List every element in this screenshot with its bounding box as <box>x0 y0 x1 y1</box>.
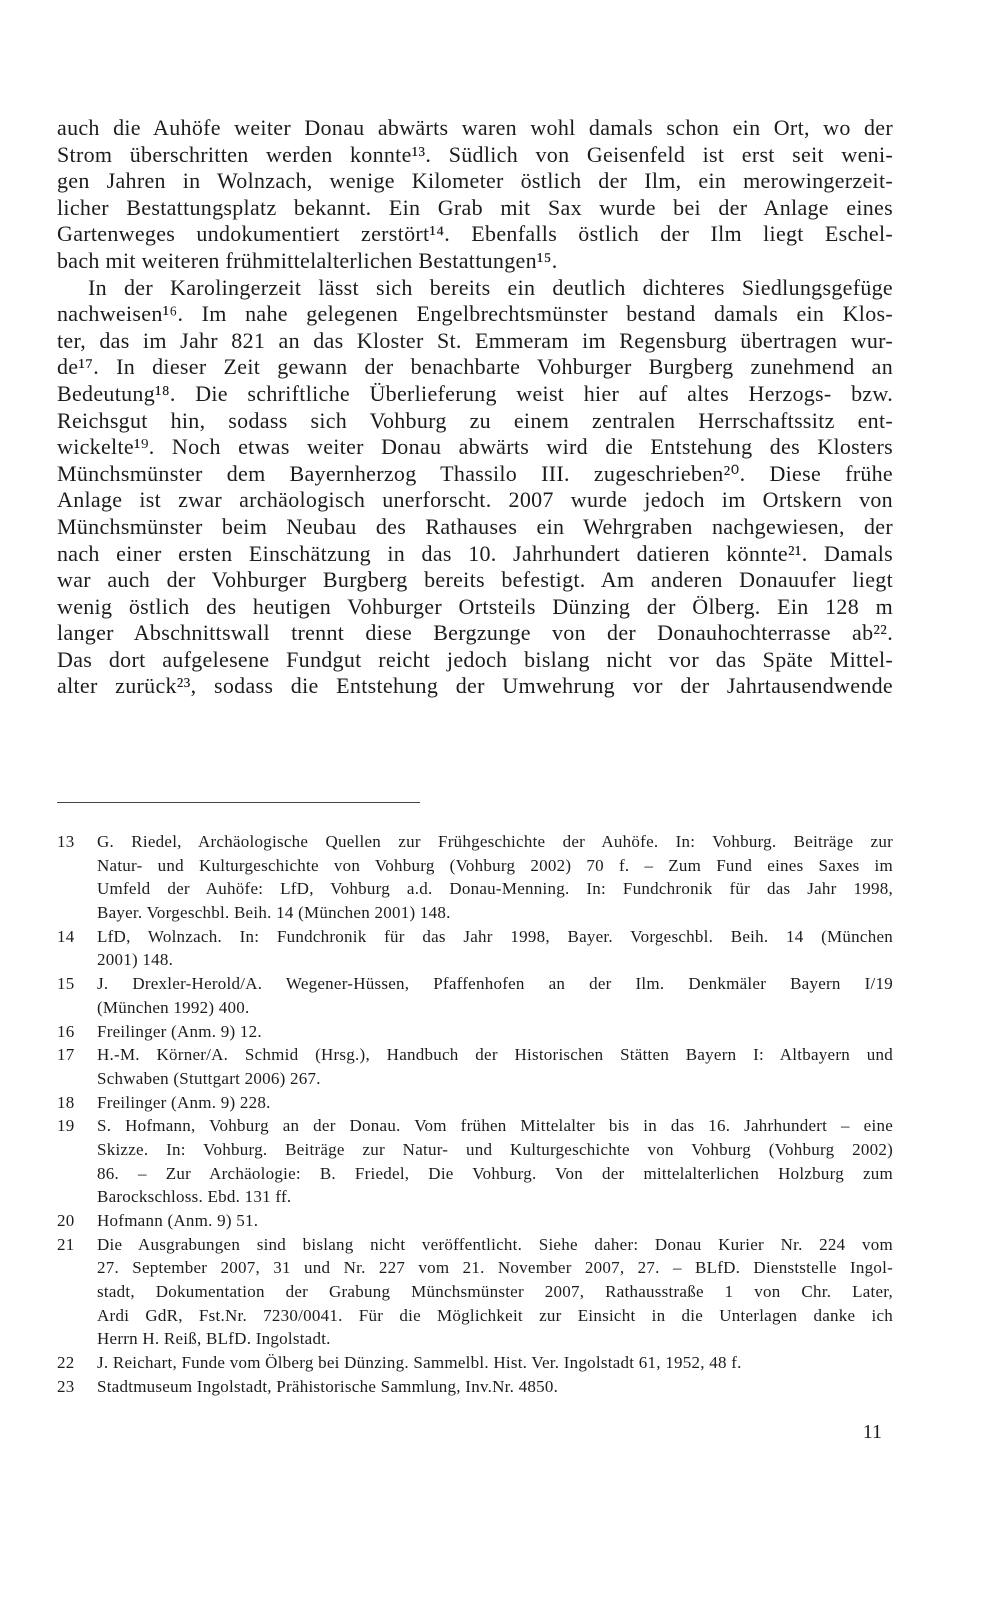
text-line: alter zurück²³, sodass die Entstehung der Umwehrung vor der Jahrtausendwende <box>57 673 893 699</box>
footnote-number: 18 <box>57 1092 75 1112</box>
footnote-separator <box>57 802 420 803</box>
footnote-line: 27. September 2007, 31 und Nr. 227 vom 21. November 2007, 27. – BLfD. Dienststelle Ingol- <box>97 1258 893 1278</box>
footnote <box>57 1233 893 1351</box>
text-line: Strom überschritten werden konnte¹³. Südlich von Geisenfeld ist erst seit weni- <box>57 141 893 167</box>
footnote-line: Natur- und Kulturgeschichte von Vohburg (Vohburg 2002) 70 f. – Zum Fund eines Saxes im <box>97 855 893 875</box>
footnote-line: G. Riedel, Archäologische Quellen zur Frühgeschichte der Auhöfe. In: Vohburg. Beiträge zur <box>97 832 893 851</box>
text-line: wickelte¹⁹. Noch etwas weiter Donau abwärts wird die Entstehung des Klosters <box>57 434 893 460</box>
text-line: ter, das im Jahr 821 an das Kloster St. Emmeram im Regensburg übertragen wur- <box>57 327 893 353</box>
footnote-line: J. Reichart, Funde vom Ölberg bei Dünzing. Sammelbl. Hist. Ver. Ingolstadt 61, 1952, 48 f. <box>97 1353 742 1373</box>
page-number: 11 <box>862 1421 882 1443</box>
footnote <box>57 972 893 1019</box>
footnote-number: 22 <box>57 1353 75 1373</box>
footnote-text <box>97 1351 893 1375</box>
footnote <box>57 1114 893 1209</box>
footnote-line: Umfeld der Auhöfe: LfD, Vohburg a.d. Donau-Menning. In: Fundchronik für das Jahr 1998, <box>97 879 893 899</box>
footnote-number: 16 <box>57 1021 75 1041</box>
footnote-line: Freilinger (Anm. 9) 228. <box>97 1092 271 1112</box>
footnote <box>57 1209 893 1233</box>
text-line: nachweisen¹⁶. Im nahe gelegenen Engelbrechtsmünster bestand damals ein Klos- <box>57 301 893 327</box>
text-line: Gartenweges undokumentiert zerstört¹⁴. Ebenfalls östlich der Ilm liegt Eschel- <box>57 221 893 247</box>
text-line: Das dort aufgelesene Fundgut reicht jedoch bislang nicht vor das Späte Mittel- <box>57 646 893 672</box>
text-line: licher Bestattungsplatz bekannt. Ein Grab mit Sax wurde bei der Anlage eines <box>57 194 893 220</box>
footnote-number: 23 <box>57 1376 75 1396</box>
footnote-text <box>97 925 893 972</box>
footnote <box>57 1020 893 1044</box>
footnote <box>57 1375 893 1399</box>
footnote-line: Ardi GdR, Fst.Nr. 7230/0041. Für die Möglichkeit zur Einsicht in die Unterlagen danke ich <box>97 1305 893 1325</box>
footnote-line: H.-M. Körner/A. Schmid (Hrsg.), Handbuch der Historischen Stätten Bayern I: Altbayern und <box>97 1045 893 1065</box>
footnote-text <box>97 1091 893 1115</box>
footnote-text <box>97 1114 893 1209</box>
footnote-text <box>97 1233 893 1351</box>
text-line: Münchsmünster dem Bayernherzog Thassilo III. zugeschrieben²⁰. Diese frühe <box>57 460 893 486</box>
footnote <box>57 1351 893 1375</box>
footnote-line: Bayer. Vorgeschbl. Beih. 14 (München 2001) 148. <box>97 903 451 923</box>
footnote-number: 13 <box>57 832 75 851</box>
text-line: Bedeutung¹⁸. Die schriftliche Überlieferung weist hier auf altes Herzogs- bzw. <box>57 380 893 406</box>
text-line: langer Abschnittswall trennt diese Bergzunge von der Donauhochterrasse ab²². <box>57 620 893 646</box>
footnote-line: Freilinger (Anm. 9) 12. <box>97 1021 262 1041</box>
footnote-number: 14 <box>57 926 75 946</box>
footnote-text <box>97 1020 893 1044</box>
footnotes <box>57 830 893 1399</box>
footnote-number: 19 <box>57 1116 75 1136</box>
footnote-line: LfD, Wolnzach. In: Fundchronik für das Jahr 1998, Bayer. Vorgeschbl. Beih. 14 (München <box>97 926 893 946</box>
main-text <box>57 115 893 700</box>
footnote <box>57 1091 893 1115</box>
text-line: wenig östlich des heutigen Vohburger Ortsteils Dünzing der Ölberg. Ein 128 m <box>57 593 893 619</box>
text-line: Anlage ist zwar archäologisch unerforscht. 2007 wurde jedoch im Ortskern von <box>57 487 893 513</box>
footnote-line: S. Hofmann, Vohburg an der Donau. Vom frühen Mittelalter bis in das 16. Jahrhundert – eine <box>97 1116 893 1136</box>
footnote-line: Schwaben (Stuttgart 2006) 267. <box>97 1068 321 1088</box>
text-line: In der Karolingerzeit lässt sich bereits ein deutlich dichteres Siedlungsgefüge <box>88 274 893 300</box>
footnote-line: Die Ausgrabungen sind bislang nicht veröffentlicht. Siehe daher: Donau Kurier Nr. 224 vom <box>97 1234 893 1254</box>
text-line: nach einer ersten Einschätzung in das 10. Jahrhundert datieren könnte²¹. Damals <box>57 540 893 566</box>
footnote-line: J. Drexler-Herold/A. Wegener-Hüssen, Pfaffenhofen an der Ilm. Denkmäler Bayern I/19 <box>97 974 893 994</box>
text-line: war auch der Vohburger Burgberg bereits befestigt. Am anderen Donauufer liegt <box>57 567 893 593</box>
text-line: Münchsmünster beim Neubau des Rathauses ein Wehrgraben nachgewiesen, der <box>57 513 893 539</box>
footnote-line: (München 1992) 400. <box>97 997 250 1017</box>
footnote-line: 86. – Zur Archäologie: B. Friedel, Die Vohburg. Von der mittelalterlichen Holzburg zum <box>97 1163 893 1183</box>
footnote-line: Barockschloss. Ebd. 131 ff. <box>97 1187 292 1207</box>
footnote-line: stadt, Dokumentation der Grabung Münchsmünster 2007, Rathausstraße 1 von Chr. Later, <box>97 1282 893 1302</box>
footnote <box>57 1043 893 1090</box>
text-line: gen Jahren in Wolnzach, wenige Kilometer östlich der Ilm, ein merowingerzeit- <box>57 168 893 194</box>
footnote-number: 15 <box>57 974 75 994</box>
footnote-text <box>97 972 893 1019</box>
footnote-line: Herrn H. Reiß, BLfD. Ingolstadt. <box>97 1329 331 1349</box>
text-line: auch die Auhöfe weiter Donau abwärts waren wohl damals schon ein Ort, wo der <box>57 115 893 140</box>
paragraph <box>57 115 893 275</box>
text-line: Reichsgut hin, sodass sich Vohburg zu einem zentralen Herrschaftssitz ent- <box>57 407 893 433</box>
footnote-text <box>97 830 893 925</box>
footnote-line: Hofmann (Anm. 9) 51. <box>97 1211 259 1231</box>
footnote <box>57 830 893 925</box>
text-line: bach mit weiteren frühmittelalterlichen Bestattungen¹⁵. <box>57 247 558 273</box>
footnote-line: 2001) 148. <box>97 950 174 970</box>
text-line: de¹⁷. In dieser Zeit gewann der benachbarte Vohburger Burgberg zunehmend an <box>57 354 893 380</box>
footnote-number: 20 <box>57 1211 75 1231</box>
paragraph <box>57 275 893 701</box>
footnote-text <box>97 1043 893 1090</box>
footnote-text <box>97 1209 893 1233</box>
footnote-number: 21 <box>57 1234 75 1254</box>
footnote-line: Skizze. In: Vohburg. Beiträge zur Natur- und Kulturgeschichte von Vohburg (Vohburg 2002) <box>97 1139 893 1159</box>
footnote-line: Stadtmuseum Ingolstadt, Prähistorische Sammlung, Inv.Nr. 4850. <box>97 1376 559 1396</box>
footnote <box>57 925 893 972</box>
footnote-number: 17 <box>57 1045 75 1065</box>
footnote-text <box>97 1375 893 1399</box>
